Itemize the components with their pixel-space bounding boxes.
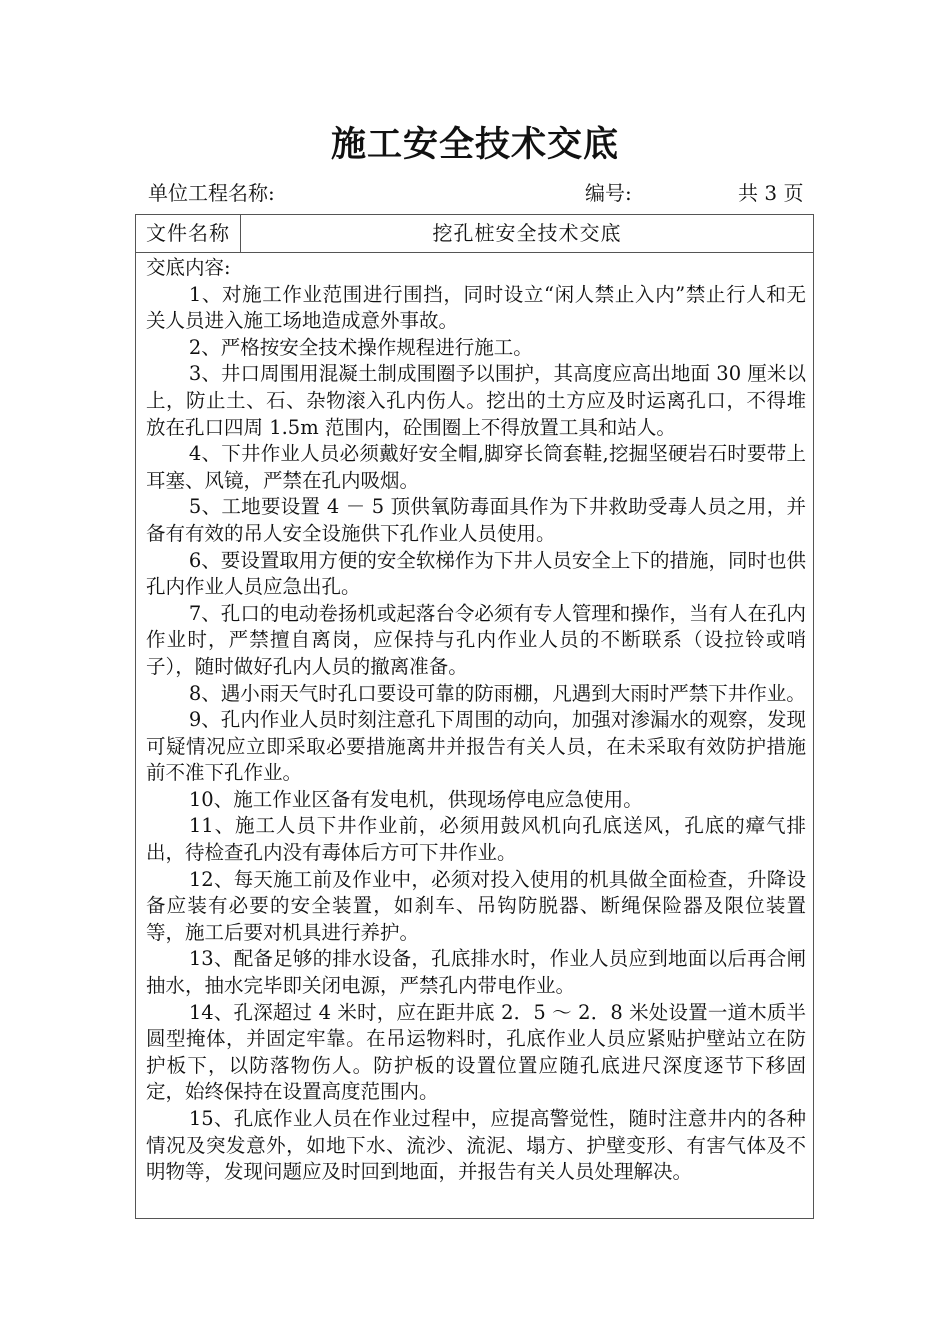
disclosure-table <box>135 214 814 1219</box>
content-item: 12、每天施工前及作业中，必须对投入使用的机具做全面检查，升降设备应装有必要的安全装置，如刹车、吊钩防脱器、断绳保险器及限位装置等，施工后要对机具进行养护。 <box>146 867 806 944</box>
page-count: 共 3 页 <box>738 181 804 205</box>
file-name-label: 文件名称 <box>136 215 241 252</box>
unit-project-name-label: 单位工程名称: <box>148 181 275 205</box>
document-number-label: 编号: <box>585 181 632 205</box>
content-item: 6、要设置取用方便的安全软梯作为下井人员安全上下的措施，同时也供孔内作业人员应急出孔。 <box>146 548 806 599</box>
content-item: 9、孔内作业人员时刻注意孔下周围的动向，加强对渗漏水的观察，发现可疑情况应立即采取必要措施离井并报告有关人员，在未采取有效防护措施前不准下孔作业。 <box>146 708 806 785</box>
file-name-row <box>136 215 813 253</box>
content-item: 11、施工人员下井作业前，必须用鼓风机向孔底送风，孔底的瘴气排出，待检查孔内没有毒体后方可下井作业。 <box>146 814 806 865</box>
content-item: 4、下井作业人员必须戴好安全帽,脚穿长筒套鞋,挖掘坚硬岩石时要带上耳塞、风镜，严禁在孔内吸烟。 <box>146 442 806 492</box>
content-item: 5、工地要设置 4 － 5 顶供氧防毒面具作为下井救助受毒人员之用，并备有有效的吊人安全设施供下孔作业人员使用。 <box>146 495 806 545</box>
content-label: 交底内容: <box>146 256 231 279</box>
disclosure-content <box>146 255 806 1186</box>
content-item: 10、施工作业区备有发电机，供现场停电应急使用。 <box>188 787 643 811</box>
content-item: 2、严格按安全技术操作规程进行施工。 <box>188 335 533 359</box>
content-item: 1、对施工作业范围进行围挡，同时设立“闲人禁止入内”禁止行人和无关人员进入施工场地造成意外事故。 <box>146 282 806 333</box>
file-name-value: 挖孔桩安全技术交底 <box>432 221 622 245</box>
content-item: 7、孔口的电动卷扬机或起落台令必须有专人管理和操作，当有人在孔内作业时，严禁擅自离岗，应保持与孔内作业人员的不断联系（设拉铃或哨子），随时做好孔内人员的撤离准备。 <box>146 601 806 678</box>
document-title: 施工安全技术交底 <box>330 124 619 165</box>
content-item: 14、孔深超过 4 米时，应在距井底 2．5 ～ 2．8 米处设置一道木质半圆型掩体，并固定牢靠。在吊运物料时，孔底作业人员应紧贴护壁站立在防护板下，以防落物伤人。防护板的设置位置应随孔底进尺深度逐节下移固定，始终保持在设置高度范围内。 <box>146 1000 806 1104</box>
content-item: 8、遇小雨天气时孔口要设可靠的防雨棚，凡遇到大雨时严禁下井作业。 <box>188 681 806 705</box>
content-item: 3、井口周围用混凝土制成围圈予以围护，其高度应高出地面 30 厘米以上，防止土、石、杂物滚入孔内伤人。挖出的土方应及时运离孔口，不得堆放在孔口四周 1.5m 范围内，砼围圈上不得放置工具和站人。 <box>146 362 806 439</box>
content-item: 15、孔底作业人员在作业过程中，应提高警觉性，随时注意井内的各种情况及突发意外，如地下水、流沙、流泥、塌方、护壁变形、有害气体及不明物等，发现问题应及时回到地面，并报告有关人员处理解决。 <box>146 1107 806 1184</box>
content-item: 13、配备足够的排水设备，孔底排水时，作业人员应到地面以后再合闸抽水，抽水完毕即关闭电源，严禁孔内带电作业。 <box>146 947 806 998</box>
